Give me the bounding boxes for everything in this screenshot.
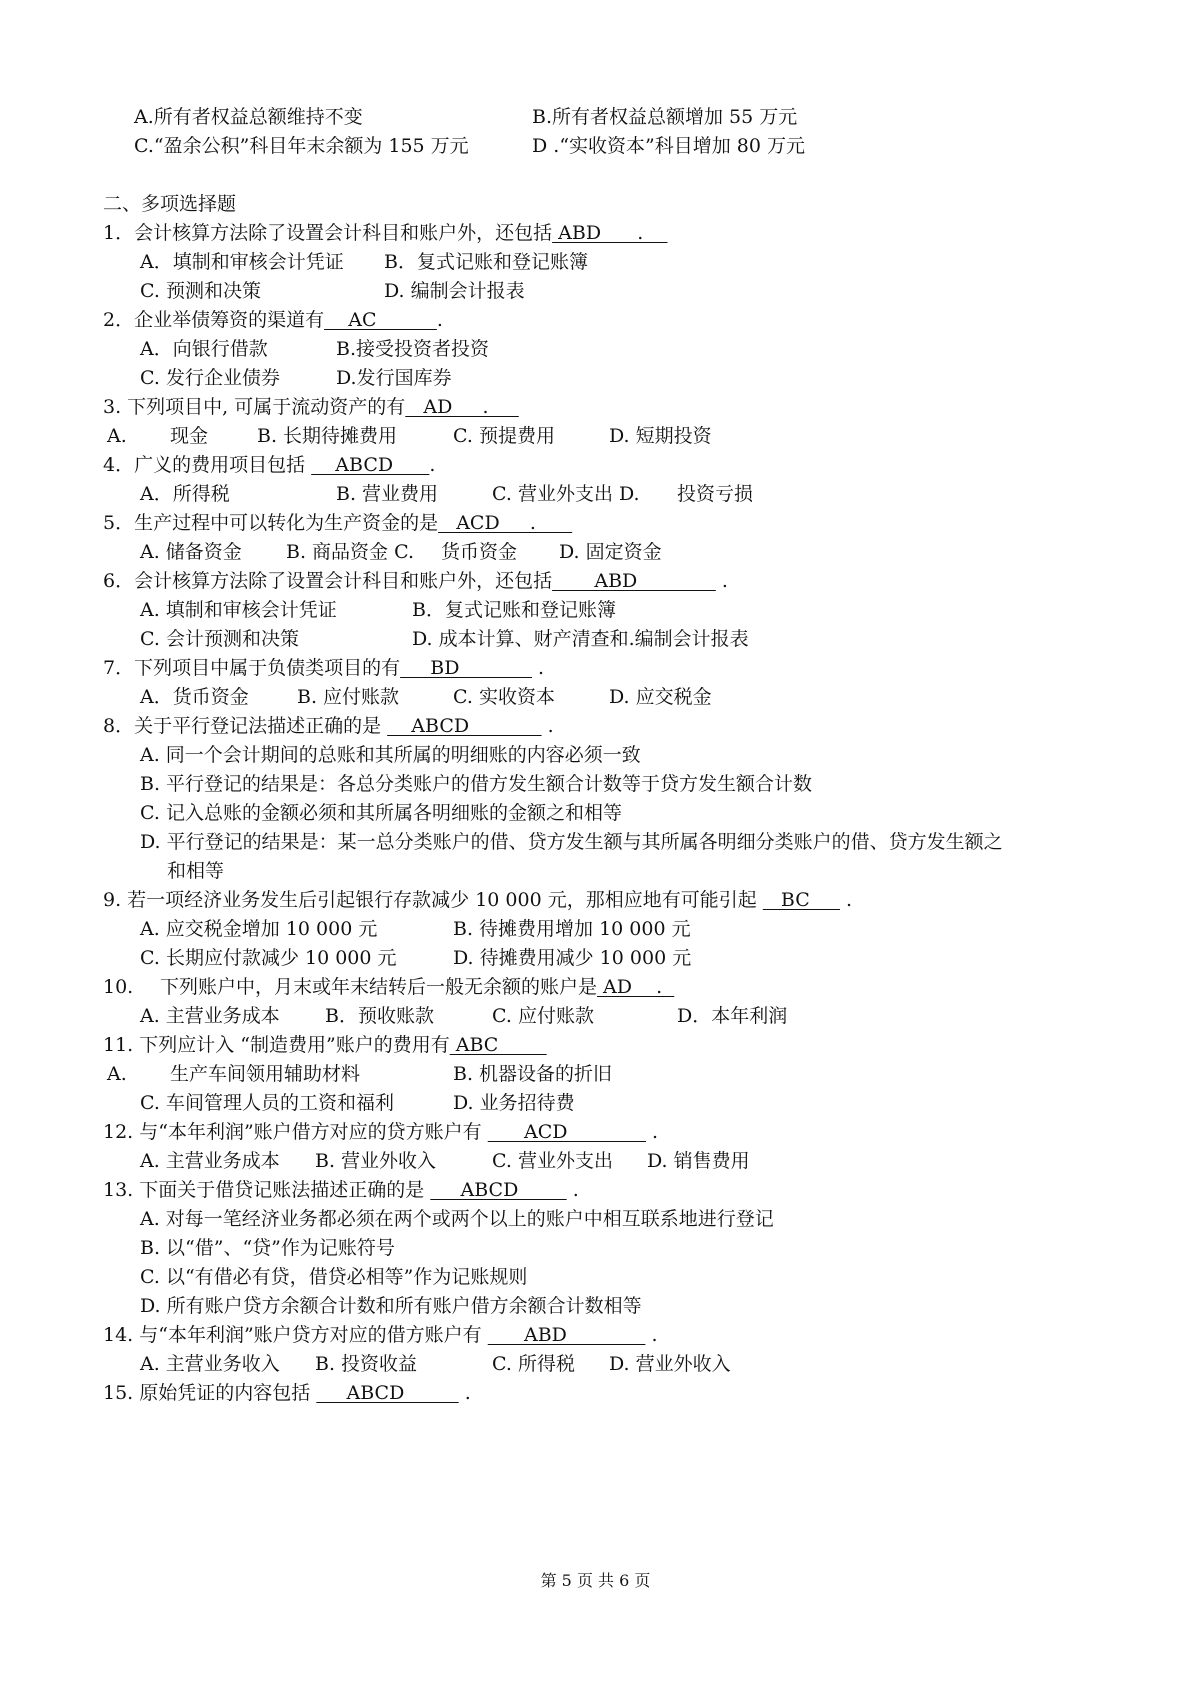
- q7-option-d: D. 应交税金: [609, 686, 712, 708]
- q14-option-d: D. 营业外收入: [609, 1353, 731, 1375]
- q4-option-b: B. 营业费用: [336, 483, 439, 505]
- q8-option-d: D. 平行登记的结果是：某一总分类账户的借、贷方发生额与其所属各明细分类账户的借、贷方发生额之: [140, 831, 1003, 853]
- question-text: 12. 与“本年利润”账户借方对应的贷方账户有: [103, 1121, 482, 1143]
- q3-option-a: A.: [107, 425, 127, 447]
- question-14: [103, 1322, 658, 1348]
- answer-blank: AD .: [405, 396, 519, 418]
- question-text: 8．关于平行登记法描述正确的是: [103, 715, 382, 737]
- question-tail: .: [846, 889, 853, 911]
- q12-option-b: B. 营业外收入: [315, 1150, 437, 1172]
- q10-option-b: B．预收账款: [325, 1005, 434, 1027]
- question-7: [103, 655, 544, 681]
- prev-option-c: C.“盈余公积”科目年末余额为 155 万元: [134, 135, 469, 157]
- question-8: [103, 713, 554, 739]
- question-text: 13. 下面关于借贷记账法描述正确的是: [103, 1179, 425, 1201]
- question-13: [103, 1177, 579, 1203]
- q8-option-d-continued: 和相等: [167, 860, 225, 882]
- question-tail: .: [651, 1324, 658, 1346]
- question-10: [160, 974, 674, 1000]
- q5-option-c: 货币资金: [441, 541, 518, 563]
- question-5: [103, 510, 572, 536]
- q7-option-b: B. 应付账款: [297, 686, 400, 708]
- q13-option-c: C. 以“有借必有贷，借贷必相等”作为记账规则: [140, 1266, 528, 1288]
- question-text: 1．会计核算方法除了设置会计科目和账户外，还包括: [103, 222, 553, 244]
- answer-blank: BC: [762, 889, 840, 911]
- question-tail: .: [464, 1382, 471, 1404]
- question-3: [103, 394, 519, 420]
- q9-option-c: C. 长期应付款减少 10 000 元: [140, 947, 397, 969]
- question-text: 9. 若一项经济业务发生后引起银行存款减少 10 000 元，那相应地有可能引起: [103, 889, 757, 911]
- q13-option-b: B. 以“借”、“贷”作为记账符号: [140, 1237, 395, 1259]
- q8-option-a: A. 同一个会计期间的总账和其所属的明细账的内容必须一致: [140, 744, 641, 766]
- q12-option-c: C. 营业外支出: [492, 1150, 613, 1172]
- q2-option-b: B.接受投资者投资: [336, 338, 490, 360]
- q11-option-b: B. 机器设备的折旧: [453, 1063, 613, 1085]
- q3-option-c: C. 预提费用: [453, 425, 555, 447]
- question-15: [103, 1380, 471, 1406]
- question-text: 4．广义的费用项目包括: [103, 454, 306, 476]
- question-tail: .: [652, 1121, 659, 1143]
- question-tail: .: [429, 454, 436, 476]
- q2-option-c: C. 发行企业债券: [140, 367, 280, 389]
- q3-option-b: B. 长期待摊费用: [257, 425, 398, 447]
- answer-blank: ACD .: [438, 512, 573, 534]
- q8-option-b: B. 平行登记的结果是：各总分类账户的借方发生额合计数等于贷方发生额合计数: [140, 773, 813, 795]
- q4-option-d: 投资亏损: [677, 483, 754, 505]
- q13-option-d: D. 所有账户贷方余额合计数和所有账户借方余额合计数相等: [140, 1295, 642, 1317]
- question-4: [103, 452, 435, 478]
- question-text: 7．下列项目中属于负债类项目的有: [103, 657, 401, 679]
- q2-option-a: A．向银行借款: [140, 338, 268, 360]
- section-title: 二、多项选择题: [103, 193, 237, 215]
- answer-blank: ABD .: [552, 222, 668, 244]
- q12-option-a: A. 主营业务成本: [140, 1150, 280, 1172]
- answer-blank: ABC: [449, 1034, 547, 1056]
- q6-option-c: C. 会计预测和决策: [140, 628, 299, 650]
- q9-option-a: A. 应交税金增加 10 000 元: [140, 918, 378, 940]
- q11-option-c: C. 车间管理人员的工资和福利: [140, 1092, 394, 1114]
- question-tail: .: [721, 570, 728, 592]
- answer-blank: ABCD: [311, 454, 430, 476]
- q7-option-c: C. 实收资本: [453, 686, 555, 708]
- q3-option-d: D. 短期投资: [609, 425, 712, 447]
- answer-blank: AC: [324, 309, 437, 331]
- question-text: 3. 下列项目中, 可属于流动资产的有: [103, 396, 406, 418]
- q6-option-b: B．复式记账和登记账簿: [412, 599, 616, 621]
- question-tail: .: [538, 657, 545, 679]
- q14-option-a: A. 主营业务收入: [140, 1353, 280, 1375]
- q1-option-a: A．填制和审核会计凭证: [140, 251, 344, 273]
- q10-option-a: A. 主营业务成本: [140, 1005, 280, 1027]
- answer-blank: ABCD: [430, 1179, 567, 1201]
- question-11: [103, 1032, 547, 1058]
- answer-blank: ABD: [552, 570, 716, 592]
- answer-blank: ABCD: [316, 1382, 459, 1404]
- q6-option-a: A. 填制和审核会计凭证: [140, 599, 337, 621]
- q1-option-d: D. 编制会计报表: [384, 280, 525, 302]
- question-text: 15. 原始凭证的内容包括: [103, 1382, 311, 1404]
- q11-option-a: A.: [107, 1063, 127, 1085]
- q5-option-a: A. 储备资金: [140, 541, 242, 563]
- question-10-number: 10.: [103, 976, 134, 998]
- question-text: 6．会计核算方法除了设置会计科目和账户外，还包括: [103, 570, 553, 592]
- q13-option-a: A. 对每一笔经济业务都必须在两个或两个以上的账户中相互联系地进行登记: [140, 1208, 774, 1230]
- q8-option-c: C. 记入总账的金额必须和其所属各明细账的金额之和相等: [140, 802, 622, 824]
- q10-option-c: C. 应付账款: [492, 1005, 594, 1027]
- question-1: [103, 220, 668, 246]
- q14-option-c: C. 所得税: [492, 1353, 575, 1375]
- q2-option-d: D.发行国库券: [336, 367, 452, 389]
- answer-blank: ABD: [487, 1324, 646, 1346]
- question-text: 14. 与“本年利润”账户贷方对应的借方账户有: [103, 1324, 482, 1346]
- question-2: [103, 307, 443, 333]
- question-6: [103, 568, 728, 594]
- answer-blank: ABCD: [387, 715, 542, 737]
- question-text: 5．生产过程中可以转化为生产资金的是: [103, 512, 439, 534]
- q9-option-d: D. 待摊费用减少 10 000 元: [453, 947, 692, 969]
- answer-blank: BD: [400, 657, 532, 679]
- question-9: [103, 887, 852, 913]
- q12-option-d: D. 销售费用: [647, 1150, 750, 1172]
- question-text: 2．企业举债筹资的渠道有: [103, 309, 325, 331]
- question-12: [103, 1119, 658, 1145]
- q1-option-b: B．复式记账和登记账簿: [384, 251, 588, 273]
- question-tail: .: [572, 1179, 579, 1201]
- prev-option-d: D .“实收资本”科目增加 80 万元: [532, 135, 805, 157]
- q4-option-c: C. 营业外支出 D.: [492, 483, 640, 505]
- q14-option-b: B. 投资收益: [315, 1353, 418, 1375]
- q5-option-b: B. 商品资金 C.: [286, 541, 414, 563]
- q1-option-c: C. 预测和决策: [140, 280, 261, 302]
- answer-blank: ACD: [487, 1121, 646, 1143]
- q5-option-d: D. 固定资金: [559, 541, 662, 563]
- question-text: 下列账户中，月末或年末结转后一般无余额的账户是: [160, 976, 598, 998]
- q3-option-a-text: 现金: [170, 425, 209, 447]
- answer-blank: AD .: [597, 976, 675, 998]
- q10-option-d: D．本年利润: [677, 1005, 788, 1027]
- question-text: 11. 下列应计入 “制造费用”账户的费用有: [103, 1034, 450, 1056]
- q6-option-d: D. 成本计算、财产清查和.编制会计报表: [412, 628, 749, 650]
- q11-option-d: D. 业务招待费: [453, 1092, 575, 1114]
- prev-option-b: B.所有者权益总额增加 55 万元: [532, 106, 798, 128]
- page-footer: 第 5 页 共 6 页: [540, 1571, 651, 1590]
- q7-option-a: A．货币资金: [140, 686, 249, 708]
- q4-option-a: A．所得税: [140, 483, 230, 505]
- question-tail: .: [547, 715, 554, 737]
- question-tail: .: [436, 309, 443, 331]
- prev-option-a: A.所有者权益总额维持不变: [134, 106, 363, 128]
- q9-option-b: B. 待摊费用增加 10 000 元: [453, 918, 691, 940]
- q11-option-a-text: 生产车间领用辅助材料: [170, 1063, 361, 1085]
